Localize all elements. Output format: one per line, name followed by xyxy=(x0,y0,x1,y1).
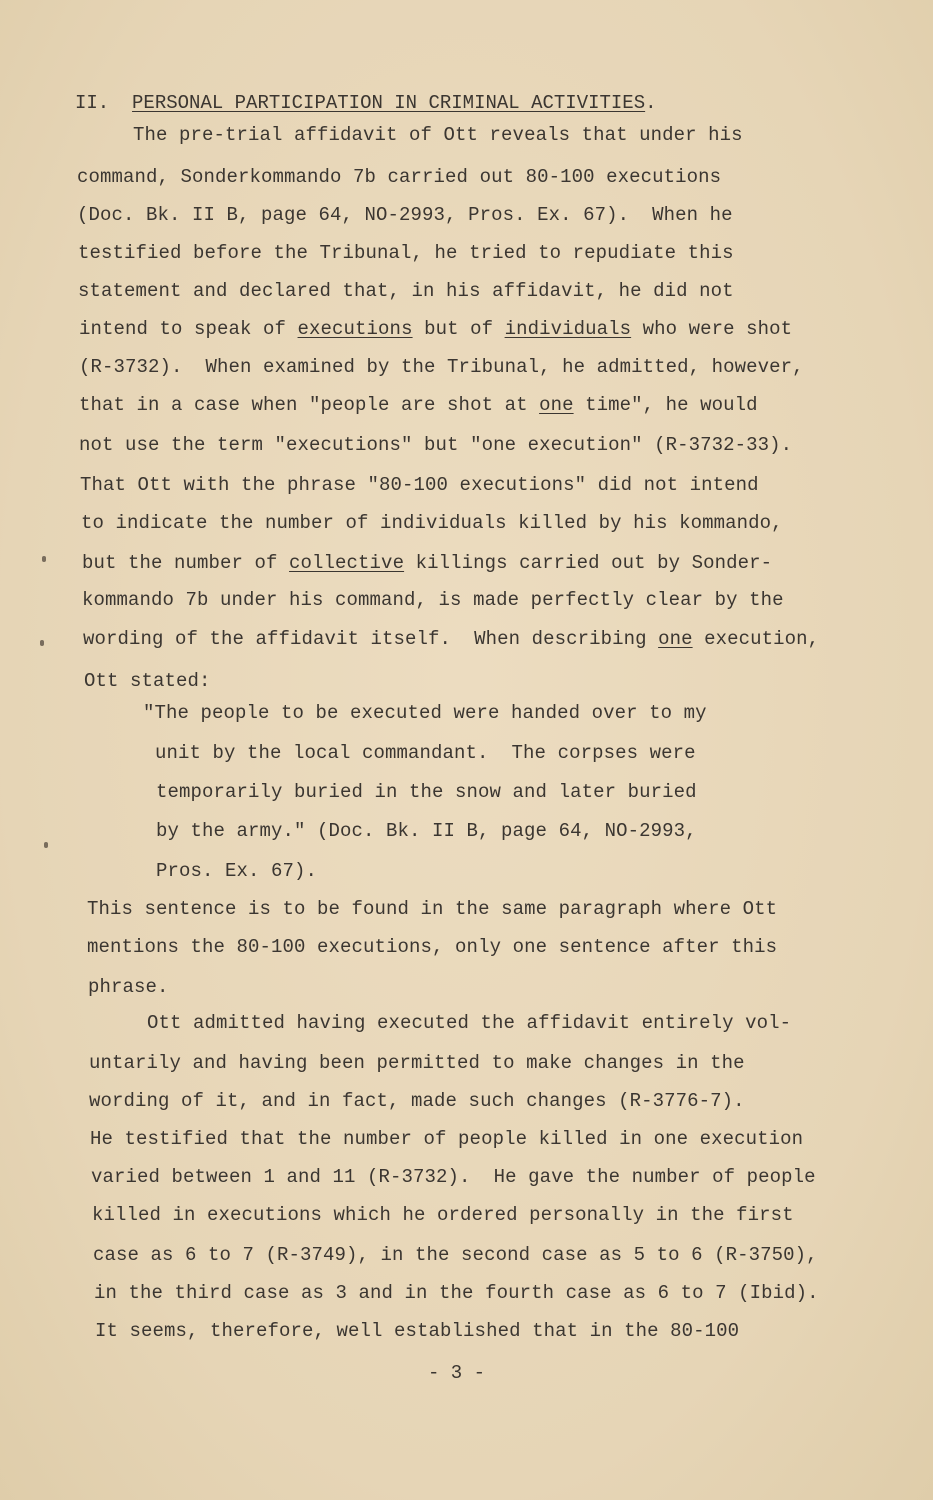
text-segment: (R-3732). When examined by the Tribunal, he admitted, however, xyxy=(79,356,804,378)
text-segment: (Doc. Bk. II B, page 64, NO-2993, Pros. Ex. 67). When he xyxy=(77,204,733,226)
text-segment: phrase. xyxy=(88,976,169,998)
text-line xyxy=(95,1320,739,1342)
text-segment: not use the term "executions" but "one execution" (R-3732-33). xyxy=(79,434,793,456)
text-segment: to indicate the number of individuals killed by his kommando, xyxy=(81,512,783,534)
text-segment: temporarily buried in the snow and later buried xyxy=(156,781,697,803)
text-segment: time", he would xyxy=(573,394,758,416)
text-segment: untarily and having been permitted to make changes in the xyxy=(89,1052,745,1074)
text-segment: wording of the affidavit itself. When describing xyxy=(83,628,659,650)
text-segment: but of xyxy=(412,318,505,340)
text-line xyxy=(77,204,733,226)
text-segment: killed in executions which he ordered personally in the first xyxy=(92,1204,794,1226)
text-line xyxy=(82,552,772,574)
text-line xyxy=(90,1128,803,1150)
text-line xyxy=(87,936,777,958)
text-segment: but the number of xyxy=(82,552,290,574)
text-line xyxy=(79,318,792,340)
text-segment: "The people to be executed were handed over to my xyxy=(143,702,707,724)
text-segment: He testified that the number of people killed in one execution xyxy=(90,1128,804,1150)
underlined-word: individuals xyxy=(504,318,632,340)
text-line xyxy=(92,1204,794,1226)
underlined-word: one xyxy=(539,394,574,416)
text-line xyxy=(88,976,169,998)
text-line xyxy=(147,1012,791,1034)
text-segment: kommando 7b under his command, is made perfectly clear by the xyxy=(82,589,784,611)
margin-mark xyxy=(42,556,46,562)
margin-mark xyxy=(44,842,48,848)
underlined-word: executions xyxy=(297,318,413,340)
text-segment: that in a case when "people are shot at xyxy=(79,394,540,416)
text-line xyxy=(83,628,819,650)
page-number: - 3 - xyxy=(428,1362,486,1384)
text-line xyxy=(143,702,707,724)
text-line xyxy=(89,1052,745,1074)
text-line xyxy=(80,474,759,496)
section-title: PERSONAL PARTICIPATION IN CRIMINAL ACTIVITIES xyxy=(132,92,646,114)
section-number: II. xyxy=(75,92,110,114)
text-line xyxy=(81,512,783,534)
text-segment: Ott stated: xyxy=(84,670,211,692)
text-line xyxy=(87,898,777,920)
text-segment: in the third case as 3 and in the fourth case as 6 to 7 (Ibid). xyxy=(94,1282,819,1304)
text-line xyxy=(78,242,734,264)
text-segment: wording of it, and in fact, made such changes (R-3776-7). xyxy=(89,1090,745,1112)
text-line xyxy=(156,860,317,882)
text-line xyxy=(82,589,784,611)
text-segment: testified before the Tribunal, he tried to repudiate this xyxy=(78,242,734,264)
heading-period: . xyxy=(645,92,657,114)
text-line xyxy=(155,742,696,764)
text-segment: That Ott with the phrase "80-100 executions" did not intend xyxy=(80,474,759,496)
text-segment: Pros. Ex. 67). xyxy=(156,860,318,882)
text-segment: Ott admitted having executed the affidavit entirely vol- xyxy=(147,1012,792,1034)
text-line xyxy=(79,434,792,456)
text-segment: by the army." (Doc. Bk. II B, page 64, NO-2993, xyxy=(156,820,697,842)
text-line xyxy=(156,820,697,842)
text-segment: intend to speak of xyxy=(79,318,298,340)
text-segment: statement and declared that, in his affidavit, he did not xyxy=(78,280,734,302)
text-line xyxy=(77,166,721,188)
text-segment: It seems, therefore, well established that in the 80-100 xyxy=(95,1320,740,1342)
margin-mark xyxy=(40,640,44,646)
text-segment: mentions the 80-100 executions, only one sentence after this xyxy=(87,936,778,958)
underlined-word: collective xyxy=(289,552,405,574)
text-line xyxy=(79,356,804,378)
underlined-word: one xyxy=(658,628,693,650)
text-line xyxy=(93,1244,818,1266)
text-line xyxy=(84,670,211,692)
text-segment: This sentence is to be found in the same paragraph where Ott xyxy=(87,898,778,920)
text-segment: case as 6 to 7 (R-3749), in the second case as 5 to 6 (R-3750), xyxy=(93,1244,818,1266)
text-line xyxy=(156,781,697,803)
text-segment: varied between 1 and 11 (R-3732). He gave the number of people xyxy=(91,1166,816,1188)
text-segment: The pre-trial affidavit of Ott reveals that under his xyxy=(133,124,743,146)
section-heading xyxy=(75,92,657,114)
text-line xyxy=(78,280,734,302)
text-line xyxy=(94,1282,819,1304)
text-line xyxy=(91,1166,816,1188)
text-line xyxy=(79,394,758,416)
text-segment: who were shot xyxy=(631,318,793,340)
text-line xyxy=(89,1090,745,1112)
text-segment: execution, xyxy=(692,628,820,650)
text-segment: killings carried out by Sonder- xyxy=(404,552,773,574)
text-line xyxy=(133,124,743,146)
text-segment: command, Sonderkommando 7b carried out 80-100 executions xyxy=(77,166,722,188)
text-segment: unit by the local commandant. The corpses were xyxy=(155,742,696,764)
